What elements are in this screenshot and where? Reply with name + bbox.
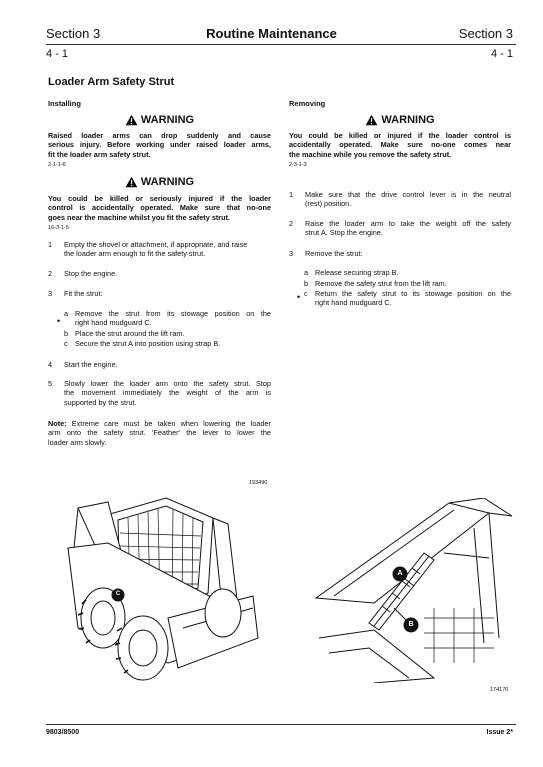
substep-line: Remove the strut from its stowage position on the xyxy=(75,309,271,318)
step-number: 2 xyxy=(48,269,53,278)
installing-heading: Installing xyxy=(48,99,81,108)
substep-letter: a xyxy=(64,309,69,318)
step-number: 1 xyxy=(48,240,53,249)
substep-line: right hand mudguard C. xyxy=(315,298,392,308)
substep-letter: c xyxy=(304,289,308,298)
warning-code-3: 2-3-1-3 xyxy=(289,162,307,168)
skid-steer-loader-illustration xyxy=(48,488,278,683)
figure-code-left: 193490 xyxy=(249,480,268,486)
remove-substep-b xyxy=(304,279,511,289)
figure-code-right: 174170 xyxy=(490,687,509,693)
step-line: Fit the strut: xyxy=(64,289,103,298)
warning-triangle-icon xyxy=(365,114,378,126)
substep-letter: a xyxy=(304,268,309,277)
remove-step-3 xyxy=(289,249,511,259)
footer-document-number: 9803/8500 xyxy=(46,729,80,736)
step-line: Slowly lower the loader arm onto the safety strut. Stop xyxy=(64,379,271,388)
removing-heading: Removing xyxy=(289,99,326,108)
bullet-dot-icon: • xyxy=(297,292,301,302)
step-line: the movement immediately the weight of the arm is xyxy=(64,388,271,398)
step-line: Raise the loader arm to take the weight off the safety xyxy=(305,219,511,228)
callout-label-b: B xyxy=(408,621,414,628)
install-substep-a xyxy=(64,309,271,329)
warning-heading-2 xyxy=(48,176,271,188)
warning-line: accidentally operated. Make sure no-one comes near xyxy=(289,140,511,150)
substep-line: Place the strut around the lift ram. xyxy=(75,329,185,338)
remove-step-1 xyxy=(289,190,511,210)
install-step-5 xyxy=(48,379,271,409)
warning-line: goes near the machine whilst you fit the safety strut. xyxy=(48,212,231,222)
warning-code-1: 2-1-1-6 xyxy=(48,162,66,168)
step-number: 4 xyxy=(48,360,53,369)
substep-letter: c xyxy=(64,339,68,348)
step-line: Remove the strut: xyxy=(305,249,363,258)
header-section-left: Section 3 xyxy=(46,26,101,41)
warning-heading-3 xyxy=(289,114,511,126)
warning-line: Raised loader arms can drop suddenly and cause xyxy=(48,131,271,140)
warning-code-2: 16-3-1-5 xyxy=(48,225,69,231)
install-step-4 xyxy=(48,360,271,370)
page-number-right: 4 - 1 xyxy=(490,48,513,60)
step-line: Make sure that the drive control lever is in the neutral xyxy=(305,190,511,199)
install-step-2 xyxy=(48,269,271,279)
footer-issue: Issue 2* xyxy=(486,729,513,736)
warning-line: You could be killed or injured if the loader control is xyxy=(289,131,511,140)
substep-line: Secure the strut A into position using strap B. xyxy=(75,339,221,348)
warning-title: WARNING xyxy=(381,114,435,126)
header-title: Routine Maintenance xyxy=(206,26,337,41)
warning-line: serious injury. Before working under raised loader arms, xyxy=(48,140,271,150)
page-number-left: 4 - 1 xyxy=(46,48,69,60)
warning-line: control is accidentally operated. Make sure that no-one xyxy=(48,203,271,213)
install-substep-c xyxy=(64,339,271,349)
callout-label-c: C xyxy=(115,591,121,597)
note-block xyxy=(48,419,271,447)
header-section-right: Section 3 xyxy=(458,26,513,41)
step-line: Stop the engine. xyxy=(64,269,118,278)
step-line: Start the engine. xyxy=(64,360,118,369)
substep-line: Return the safety strut to its stowage position on the xyxy=(315,289,511,298)
remove-substep-a xyxy=(304,268,511,278)
warning-line: fit the loader arm safety strut. xyxy=(48,149,151,159)
install-substep-b xyxy=(64,329,271,339)
warning-text-1 xyxy=(48,131,271,159)
step-line: (rest) position. xyxy=(305,199,352,209)
remove-substep-c xyxy=(304,289,511,309)
warning-heading-1 xyxy=(48,114,271,126)
note-line: arm onto the safety strut. 'Feather' the lever to lower the xyxy=(48,428,271,438)
note-line: Extreme care must be taken when lowering the loader xyxy=(71,419,272,428)
warning-text-3 xyxy=(289,131,511,159)
remove-step-2 xyxy=(289,219,511,239)
footer-rule xyxy=(46,724,516,725)
step-line: Empty the shovel or attachment, if appropriate, and raise xyxy=(64,240,248,249)
warning-line: You could be killed or seriously injured if the loader xyxy=(48,194,271,203)
note-line: loader arm slowly. xyxy=(48,437,107,447)
safety-strut-detail-illustration xyxy=(314,498,514,683)
substep-line: Remove the safety strut from the lift ram. xyxy=(315,279,447,288)
substep-line: right hand mudguard C. xyxy=(75,318,152,328)
header-rule xyxy=(46,44,516,45)
substep-letter: b xyxy=(64,329,69,338)
step-line: strut A. Stop the engine. xyxy=(305,228,383,238)
warning-line: the machine while you remove the safety strut. xyxy=(289,149,452,159)
step-line: supported by the strut. xyxy=(64,397,137,407)
install-step-3 xyxy=(48,289,271,299)
step-number: 2 xyxy=(289,219,294,228)
warning-triangle-icon xyxy=(125,176,138,188)
note-label: Note: xyxy=(48,419,67,428)
bullet-dot-icon: • xyxy=(57,316,61,326)
warning-title: WARNING xyxy=(140,176,195,188)
substep-letter: b xyxy=(304,279,309,288)
step-number: 3 xyxy=(48,289,53,298)
warning-title: WARNING xyxy=(140,114,195,126)
step-number: 1 xyxy=(289,190,294,199)
warning-triangle-icon xyxy=(125,114,138,126)
warning-text-2 xyxy=(48,194,271,222)
install-step-1 xyxy=(48,240,271,260)
substep-line: Release securing strap B. xyxy=(315,268,399,277)
step-line: the loader arm enough to fit the safety strut. xyxy=(64,249,206,259)
page-title: Loader Arm Safety Strut xyxy=(48,76,175,88)
callout-label-a: A xyxy=(397,570,403,577)
step-number: 3 xyxy=(289,249,294,258)
step-number: 5 xyxy=(48,379,53,388)
